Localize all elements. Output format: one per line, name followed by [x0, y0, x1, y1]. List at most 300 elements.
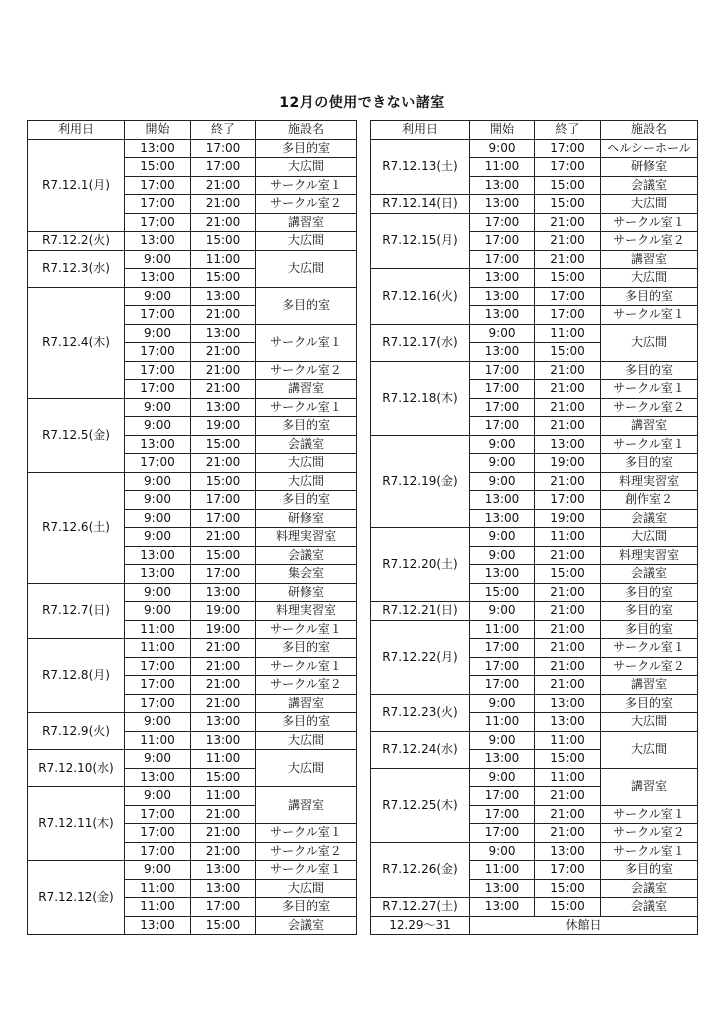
end-time: 17:00	[191, 509, 256, 528]
start-time: 17:00	[125, 676, 191, 695]
facility-name: 大広間	[256, 454, 357, 473]
facility-name: サークル室１	[256, 620, 357, 639]
end-time: 11:00	[535, 528, 601, 547]
facility-name: 講習室	[601, 417, 698, 436]
end-time: 15:00	[191, 232, 256, 251]
facility-name: 講習室	[601, 250, 698, 269]
start-time: 9:00	[125, 528, 191, 547]
start-time: 11:00	[470, 861, 535, 880]
facility-name: 料理実習室	[256, 528, 357, 547]
facility-name: 多目的室	[256, 287, 357, 324]
start-time: 11:00	[470, 620, 535, 639]
facility-name: 料理実習室	[256, 602, 357, 621]
start-time: 9:00	[470, 602, 535, 621]
end-time: 21:00	[191, 213, 256, 232]
table-row	[28, 787, 357, 806]
end-time: 13:00	[191, 731, 256, 750]
start-time: 9:00	[470, 768, 535, 787]
end-time: 15:00	[191, 269, 256, 288]
date-cell: R7.12.4(木)	[28, 287, 125, 398]
facility-name: 大広間	[601, 713, 698, 732]
facility-name: 多目的室	[256, 417, 357, 436]
facility-name: 講習室	[601, 676, 698, 695]
facility-name: サークル室２	[601, 657, 698, 676]
facility-name: 多目的室	[256, 139, 357, 158]
end-time: 11:00	[191, 787, 256, 806]
start-time: 11:00	[125, 879, 191, 898]
date-cell: 12.29～31	[371, 916, 470, 935]
start-time: 13:00	[470, 176, 535, 195]
start-time: 17:00	[125, 454, 191, 473]
facility-name: 大広間	[256, 731, 357, 750]
facility-name: サークル室２	[601, 232, 698, 251]
end-time: 21:00	[535, 398, 601, 417]
start-time: 13:00	[470, 306, 535, 325]
end-time: 21:00	[191, 343, 256, 362]
start-time: 9:00	[125, 861, 191, 880]
end-time: 15:00	[191, 435, 256, 454]
date-cell: R7.12.14(日)	[371, 195, 470, 214]
date-cell: R7.12.8(月)	[28, 639, 125, 713]
start-time: 17:00	[125, 380, 191, 399]
start-time: 17:00	[470, 657, 535, 676]
end-time: 21:00	[191, 176, 256, 195]
date-cell: R7.12.2(火)	[28, 232, 125, 251]
end-time: 21:00	[535, 602, 601, 621]
facility-name: 料理実習室	[601, 546, 698, 565]
date-cell: R7.12.26(金)	[371, 842, 470, 898]
end-time: 19:00	[191, 602, 256, 621]
end-time: 21:00	[191, 824, 256, 843]
end-time: 21:00	[191, 306, 256, 325]
end-time: 17:00	[535, 861, 601, 880]
facility-name: 会議室	[256, 916, 357, 935]
end-time: 19:00	[191, 417, 256, 436]
date-cell: R7.12.21(日)	[371, 602, 470, 621]
date-cell: R7.12.24(水)	[371, 731, 470, 768]
end-time: 19:00	[191, 620, 256, 639]
end-time: 21:00	[191, 454, 256, 473]
table-row	[371, 195, 698, 214]
start-time: 9:00	[125, 250, 191, 269]
end-time: 21:00	[191, 380, 256, 399]
start-time: 13:00	[125, 139, 191, 158]
header-row	[371, 121, 698, 140]
start-time: 13:00	[470, 269, 535, 288]
start-time: 17:00	[470, 250, 535, 269]
date-cell: R7.12.15(月)	[371, 213, 470, 269]
facility-name: 大広間	[256, 158, 357, 177]
end-time: 17:00	[191, 898, 256, 917]
end-time: 11:00	[535, 324, 601, 343]
facility-name: 集会室	[256, 565, 357, 584]
facility-name: 多目的室	[601, 454, 698, 473]
start-time: 17:00	[125, 343, 191, 362]
facility-name: 創作室２	[601, 491, 698, 510]
facility-name: 多目的室	[256, 898, 357, 917]
end-time: 17:00	[191, 565, 256, 584]
start-time: 17:00	[470, 361, 535, 380]
end-time: 21:00	[535, 472, 601, 491]
end-time: 21:00	[535, 583, 601, 602]
facility-name: 会議室	[256, 546, 357, 565]
facility-name: 多目的室	[601, 694, 698, 713]
start-time: 13:00	[470, 195, 535, 214]
facility-name: サークル室１	[601, 380, 698, 399]
facility-name: サークル室１	[256, 824, 357, 843]
table-row	[28, 472, 357, 491]
end-time: 21:00	[535, 232, 601, 251]
start-time: 17:00	[125, 361, 191, 380]
date-cell: R7.12.1(月)	[28, 139, 125, 232]
date-cell: R7.12.27(土)	[371, 898, 470, 917]
end-time: 21:00	[535, 361, 601, 380]
start-time: 17:00	[470, 805, 535, 824]
closed-cell: 休館日	[470, 916, 698, 935]
start-time: 13:00	[470, 509, 535, 528]
end-time: 19:00	[535, 509, 601, 528]
end-time: 13:00	[191, 583, 256, 602]
table-row	[371, 620, 698, 639]
header-row	[28, 121, 357, 140]
table-row	[371, 139, 698, 158]
start-time: 9:00	[470, 731, 535, 750]
end-time: 15:00	[535, 195, 601, 214]
header-facility: 施設名	[601, 121, 698, 140]
table-row	[28, 398, 357, 417]
start-time: 13:00	[470, 287, 535, 306]
date-cell: R7.12.16(火)	[371, 269, 470, 325]
facility-name: 多目的室	[601, 361, 698, 380]
start-time: 9:00	[125, 750, 191, 769]
date-cell: R7.12.23(火)	[371, 694, 470, 731]
start-time: 17:00	[125, 195, 191, 214]
header-date: 利用日	[28, 121, 125, 140]
end-time: 21:00	[535, 546, 601, 565]
start-time: 17:00	[125, 694, 191, 713]
table-row	[28, 750, 357, 769]
end-time: 17:00	[191, 158, 256, 177]
table-row	[371, 324, 698, 343]
end-time: 21:00	[191, 361, 256, 380]
facility-name: 会議室	[256, 435, 357, 454]
facility-name: ヘルシーホール	[601, 139, 698, 158]
start-time: 13:00	[470, 491, 535, 510]
facility-name: サークル室２	[601, 398, 698, 417]
start-time: 9:00	[470, 546, 535, 565]
start-time: 9:00	[125, 787, 191, 806]
start-time: 17:00	[125, 176, 191, 195]
end-time: 15:00	[191, 768, 256, 787]
facility-name: 会議室	[601, 176, 698, 195]
start-time: 9:00	[125, 324, 191, 343]
facility-name: 講習室	[256, 787, 357, 824]
table-row	[371, 768, 698, 787]
table-row	[371, 898, 698, 917]
start-time: 17:00	[470, 213, 535, 232]
end-time: 13:00	[191, 398, 256, 417]
end-time: 21:00	[191, 676, 256, 695]
facility-name: 大広間	[256, 879, 357, 898]
end-time: 15:00	[191, 916, 256, 935]
start-time: 15:00	[470, 583, 535, 602]
facility-name: 多目的室	[601, 583, 698, 602]
date-cell: R7.12.20(土)	[371, 528, 470, 602]
facility-name: サークル室２	[256, 842, 357, 861]
table-row	[28, 139, 357, 158]
table-row	[28, 287, 357, 306]
end-time: 15:00	[535, 176, 601, 195]
date-cell: R7.12.22(月)	[371, 620, 470, 694]
end-time: 21:00	[191, 657, 256, 676]
end-time: 15:00	[535, 750, 601, 769]
start-time: 11:00	[470, 713, 535, 732]
end-time: 13:00	[191, 324, 256, 343]
start-time: 9:00	[125, 713, 191, 732]
schedule-table-left	[27, 120, 357, 935]
start-time: 9:00	[125, 583, 191, 602]
start-time: 9:00	[470, 435, 535, 454]
start-time: 17:00	[470, 417, 535, 436]
start-time: 13:00	[125, 916, 191, 935]
facility-name: 多目的室	[601, 602, 698, 621]
facility-name: サークル室１	[601, 805, 698, 824]
facility-name: 会議室	[601, 879, 698, 898]
facility-name: 講習室	[256, 380, 357, 399]
start-time: 9:00	[125, 398, 191, 417]
facility-name: 大広間	[601, 731, 698, 768]
table-row	[371, 842, 698, 861]
start-time: 13:00	[470, 898, 535, 917]
start-time: 9:00	[125, 287, 191, 306]
end-time: 21:00	[535, 639, 601, 658]
header-end: 終了	[191, 121, 256, 140]
start-time: 9:00	[470, 528, 535, 547]
facility-name: 研修室	[601, 158, 698, 177]
end-time: 21:00	[535, 805, 601, 824]
facility-name: サークル室１	[601, 435, 698, 454]
start-time: 17:00	[125, 306, 191, 325]
facility-name: サークル室１	[601, 306, 698, 325]
start-time: 11:00	[125, 639, 191, 658]
end-time: 21:00	[535, 620, 601, 639]
table-row	[28, 250, 357, 269]
start-time: 9:00	[125, 491, 191, 510]
start-time: 17:00	[125, 824, 191, 843]
header-facility: 施設名	[256, 121, 357, 140]
facility-name: 大広間	[601, 195, 698, 214]
facility-name: サークル室２	[256, 195, 357, 214]
start-time: 13:00	[470, 343, 535, 362]
start-time: 9:00	[470, 472, 535, 491]
facility-name: 大広間	[256, 250, 357, 287]
end-time: 11:00	[191, 750, 256, 769]
end-time: 21:00	[535, 380, 601, 399]
end-time: 15:00	[191, 546, 256, 565]
start-time: 11:00	[125, 731, 191, 750]
facility-name: 多目的室	[256, 713, 357, 732]
facility-name: 多目的室	[601, 861, 698, 880]
end-time: 13:00	[191, 879, 256, 898]
table-row	[371, 694, 698, 713]
end-time: 13:00	[535, 842, 601, 861]
facility-name: サークル室１	[256, 324, 357, 361]
end-time: 21:00	[191, 528, 256, 547]
facility-name: サークル室１	[256, 657, 357, 676]
table-row	[28, 861, 357, 880]
end-time: 13:00	[191, 861, 256, 880]
date-cell: R7.12.13(土)	[371, 139, 470, 195]
end-time: 21:00	[535, 417, 601, 436]
date-cell: R7.12.9(火)	[28, 713, 125, 750]
start-time: 9:00	[125, 417, 191, 436]
start-time: 17:00	[125, 213, 191, 232]
end-time: 17:00	[535, 287, 601, 306]
end-time: 19:00	[535, 454, 601, 473]
end-time: 21:00	[535, 657, 601, 676]
start-time: 11:00	[125, 620, 191, 639]
end-time: 17:00	[191, 491, 256, 510]
end-time: 15:00	[535, 879, 601, 898]
start-time: 17:00	[470, 398, 535, 417]
date-cell: R7.12.6(土)	[28, 472, 125, 583]
facility-name: サークル室１	[256, 398, 357, 417]
date-cell: R7.12.3(水)	[28, 250, 125, 287]
date-cell: R7.12.7(日)	[28, 583, 125, 639]
date-cell: R7.12.5(金)	[28, 398, 125, 472]
start-time: 9:00	[470, 139, 535, 158]
end-time: 13:00	[191, 713, 256, 732]
start-time: 13:00	[470, 565, 535, 584]
start-time: 9:00	[470, 454, 535, 473]
facility-name: 大広間	[601, 324, 698, 361]
start-time: 9:00	[470, 694, 535, 713]
end-time: 21:00	[535, 676, 601, 695]
end-time: 11:00	[535, 731, 601, 750]
start-time: 13:00	[125, 546, 191, 565]
table-row	[28, 583, 357, 602]
start-time: 9:00	[470, 842, 535, 861]
start-time: 13:00	[125, 565, 191, 584]
start-time: 13:00	[125, 269, 191, 288]
facility-name: 講習室	[256, 213, 357, 232]
end-time: 21:00	[191, 694, 256, 713]
date-cell: R7.12.10(水)	[28, 750, 125, 787]
closed-row	[371, 916, 698, 935]
end-time: 21:00	[535, 213, 601, 232]
start-time: 17:00	[470, 676, 535, 695]
header-start: 開始	[125, 121, 191, 140]
end-time: 21:00	[535, 824, 601, 843]
end-time: 15:00	[535, 898, 601, 917]
date-cell: R7.12.25(木)	[371, 768, 470, 842]
schedule-table-right	[370, 120, 698, 935]
end-time: 15:00	[535, 565, 601, 584]
start-time: 9:00	[470, 324, 535, 343]
facility-name: サークル室２	[256, 361, 357, 380]
header-end: 終了	[535, 121, 601, 140]
end-time: 11:00	[535, 768, 601, 787]
start-time: 17:00	[470, 380, 535, 399]
table-row	[371, 361, 698, 380]
start-time: 17:00	[470, 824, 535, 843]
facility-name: 会議室	[601, 509, 698, 528]
start-time: 13:00	[125, 232, 191, 251]
end-time: 13:00	[535, 713, 601, 732]
end-time: 17:00	[535, 306, 601, 325]
end-time: 11:00	[191, 250, 256, 269]
table-row	[28, 713, 357, 732]
start-time: 9:00	[125, 509, 191, 528]
facility-name: サークル室２	[256, 676, 357, 695]
facility-name: サークル室１	[601, 639, 698, 658]
facility-name: サークル室２	[601, 824, 698, 843]
start-time: 15:00	[125, 158, 191, 177]
facility-name: 会議室	[601, 565, 698, 584]
start-time: 13:00	[470, 879, 535, 898]
start-time: 9:00	[125, 602, 191, 621]
facility-name: 研修室	[256, 509, 357, 528]
end-time: 17:00	[535, 491, 601, 510]
end-time: 21:00	[535, 250, 601, 269]
facility-name: 大広間	[601, 528, 698, 547]
end-time: 21:00	[191, 842, 256, 861]
page-title: 12月の使用できない諸室	[279, 95, 445, 111]
table-row	[371, 213, 698, 232]
start-time: 17:00	[470, 639, 535, 658]
date-cell: R7.12.12(金)	[28, 861, 125, 935]
end-time: 13:00	[535, 694, 601, 713]
end-time: 13:00	[191, 287, 256, 306]
table-row	[371, 731, 698, 750]
start-time: 17:00	[470, 232, 535, 251]
facility-name: 大広間	[601, 269, 698, 288]
facility-name: 多目的室	[601, 287, 698, 306]
facility-name: 多目的室	[601, 620, 698, 639]
start-time: 11:00	[470, 158, 535, 177]
facility-name: 研修室	[256, 583, 357, 602]
facility-name: 会議室	[601, 898, 698, 917]
end-time: 17:00	[191, 139, 256, 158]
date-cell: R7.12.19(金)	[371, 435, 470, 528]
date-cell: R7.12.17(水)	[371, 324, 470, 361]
facility-name: サークル室１	[601, 842, 698, 861]
facility-name: 大広間	[256, 232, 357, 251]
facility-name: 大広間	[256, 472, 357, 491]
start-time: 13:00	[470, 750, 535, 769]
table-row	[371, 602, 698, 621]
end-time: 21:00	[535, 787, 601, 806]
facility-name: 講習室	[256, 694, 357, 713]
end-time: 15:00	[535, 343, 601, 362]
date-cell: R7.12.11(木)	[28, 787, 125, 861]
end-time: 13:00	[535, 435, 601, 454]
facility-name: サークル室１	[256, 861, 357, 880]
facility-name: 料理実習室	[601, 472, 698, 491]
end-time: 17:00	[535, 158, 601, 177]
end-time: 21:00	[191, 805, 256, 824]
end-time: 15:00	[535, 269, 601, 288]
table-row	[371, 269, 698, 288]
table-row	[371, 528, 698, 547]
start-time: 17:00	[125, 657, 191, 676]
start-time: 17:00	[470, 787, 535, 806]
facility-name: 多目的室	[256, 639, 357, 658]
facility-name: サークル室１	[601, 213, 698, 232]
start-time: 13:00	[125, 435, 191, 454]
header-date: 利用日	[371, 121, 470, 140]
facility-name: 多目的室	[256, 491, 357, 510]
